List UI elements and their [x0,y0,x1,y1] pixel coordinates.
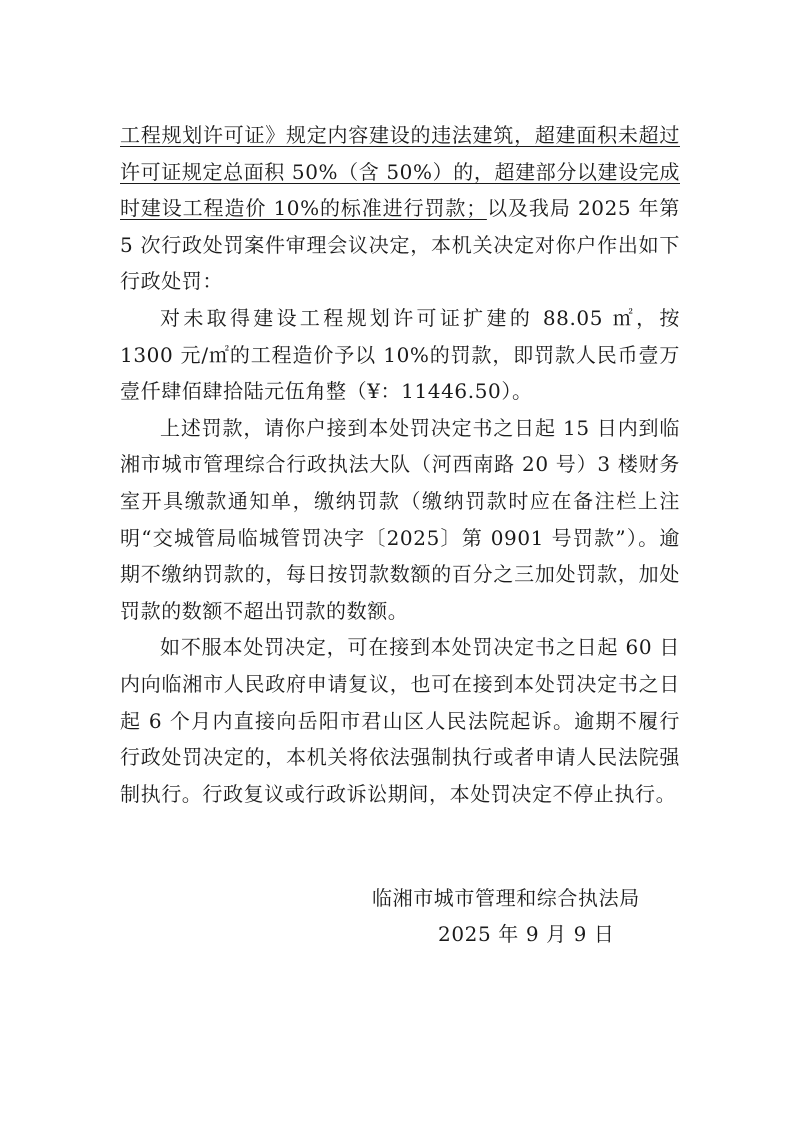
underlined-clause: 工程规划许可证》规定内容建设的违法建筑，超建面积未超过许可证规定总面积 50%（含 50%）的，超建部分以建设完成时建设工程造价 10%的标准进行罚款； [120,123,680,221]
decision-statement: 以及我局 2025 年第 5 次行政处罚案件审理会议决定，本机关决定对你户作出如下行政处罚： [120,196,680,294]
paragraph-penalty: 对未取得建设工程规划许可证扩建的 88.05 ㎡，按 1300 元/㎡的工程造价予以 10%的罚款，即罚款人民币壹万壹仟肆佰肆拾陆元伍角整（¥：11446.50）。 [120,305,680,404]
issue-date: 2025 年 9 月 9 日 [438,922,615,946]
paragraph-legal-basis [120,117,680,300]
issuer-name: 临湘市城市管理和综合执法局 [372,886,640,910]
paragraph-appeal: 如不服本处罚决定，可在接到本处罚决定书之日起 60 日内向临湘市人民政府申请复议，也可在接到本处罚决定书之日起 6 个月内直接向岳阳市君山区人民法院起诉。逾期不履行行政处罚决定的，本机关将依法强制执行或者申请人民法院强制执行。行政复议或行政诉讼期间，本处罚决定不停止执行。 [120,635,680,806]
paragraph-payment: 上述罚款，请你户接到本处罚决定书之日起 15 日内到临湘市城市管理综合行政执法大队（河西南路 20 号）3 楼财务室开具缴款通知单，缴纳罚款（缴纳罚款时应在备注栏上注明“交城管局临城管罚决字〔2025〕第 0901 号罚款”）。逾期不缴纳罚款的，每日按罚款数额的百分之三加处罚款，加处罚款的数额不超出罚款的数额。 [120,415,680,623]
document-body [120,117,680,812]
